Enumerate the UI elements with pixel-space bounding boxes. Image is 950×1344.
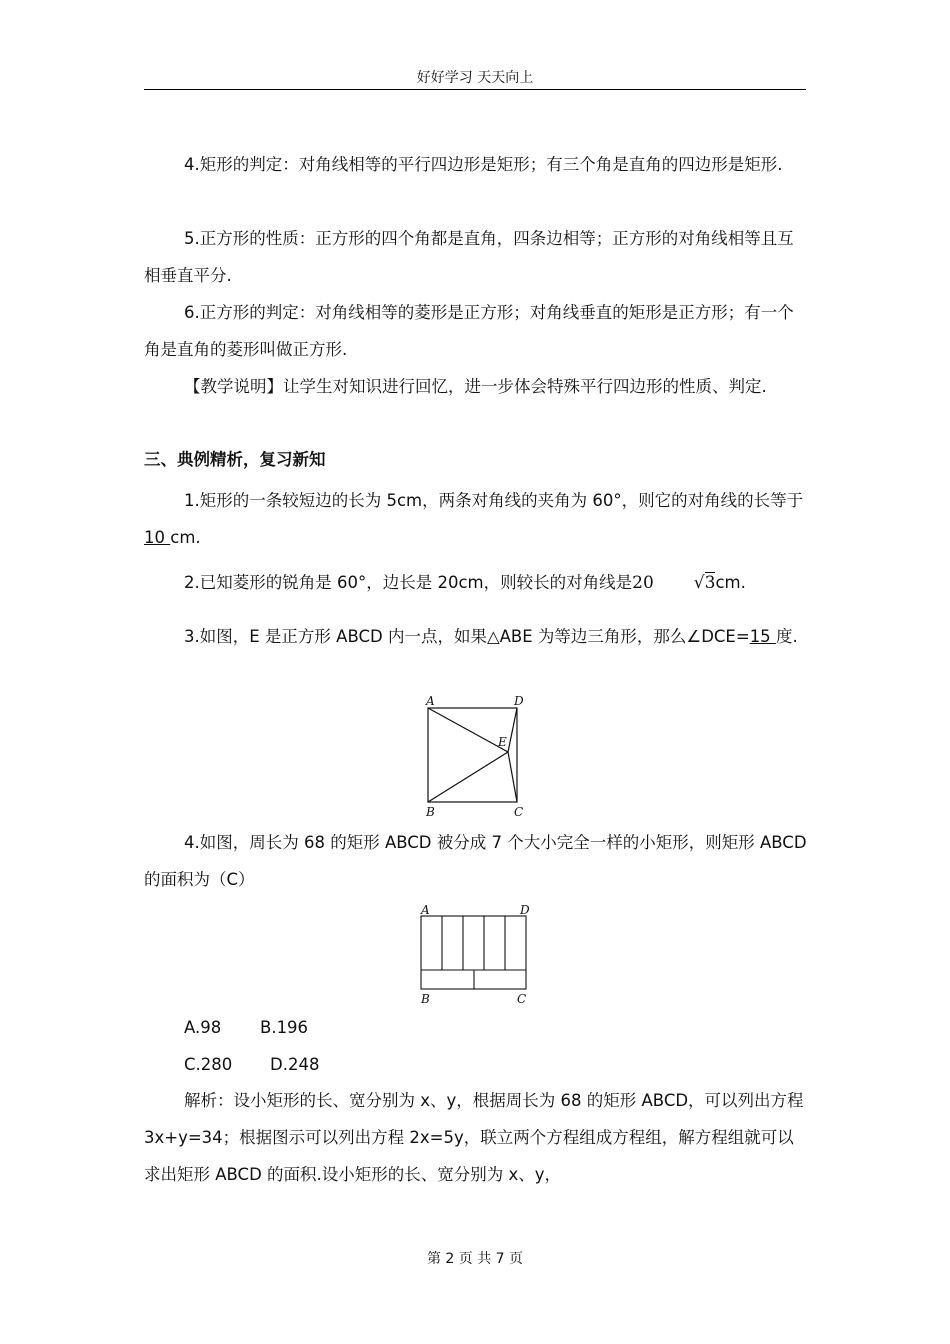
question-4: 4.如图，周长为 68 的矩形 ABCD 被分成 7 个大小完全一样的小矩形，则矩形 ABCD 的面积为（C） <box>144 833 807 889</box>
segment-de <box>508 708 517 752</box>
question-1-answer: 10 <box>144 528 171 547</box>
question-2-answer: 20 √3 <box>632 573 716 593</box>
label-e: E <box>498 735 507 749</box>
header-rule <box>144 89 806 90</box>
question-2-text: 2.已知菱形的锐角是 60°，边长是 20cm，则较长的对角线是 <box>184 573 633 592</box>
label-d: D <box>514 694 524 708</box>
label-c: C <box>517 992 527 1006</box>
label-a: A <box>421 903 430 917</box>
page-header: 好好学习 天天向上 <box>416 70 534 86</box>
segment-ce <box>508 752 517 802</box>
paragraph-teaching-note: 【教学说明】让学生对知识进行回忆，进一步体会特殊平行四边形的性质、判定. <box>184 377 767 396</box>
square-figure <box>420 694 532 820</box>
question-1-text: 1.矩形的一条较短边的长为 5cm，两条对角线的夹角为 60°，则它的对角线的长等于 <box>184 491 804 510</box>
question-3-text: 3.如图，E 是正方形 ABCD 内一点，如果△ABE 为等边三角形，那么∠DCE= <box>184 627 750 646</box>
question-3 <box>144 618 810 655</box>
question-1-unit: cm. <box>170 528 201 547</box>
choice-d: D.248 <box>270 1055 320 1074</box>
choice-a: A.98 <box>184 1018 222 1037</box>
page-footer: 第 2 页 共 7 页 <box>426 1251 524 1267</box>
question-2 <box>144 564 810 602</box>
label-b: B <box>421 992 430 1006</box>
label-d: D <box>520 903 530 917</box>
paragraph-square-criteria: 6.正方形的判定：对角线相等的菱形是正方形；对角线垂直的矩形是正方形；有一个角是直角的菱形叫做正方形. <box>144 303 794 359</box>
label-b: B <box>426 805 435 819</box>
label-c: C <box>514 805 524 819</box>
paragraph-rectangle-criteria: 4.矩形的判定：对角线相等的平行四边形是矩形；有三个角是直角的四边形是矩形. <box>184 155 783 174</box>
rectangle-figure <box>414 902 538 1008</box>
choice-c: C.280 <box>184 1055 233 1074</box>
section-heading: 三、典例精析，复习新知 <box>144 450 326 469</box>
label-a: A <box>426 694 435 708</box>
segment-ae <box>428 708 508 752</box>
paragraph-square-properties: 5.正方形的性质：正方形的四个角都是直角，四条边相等；正方形的对角线相等且互相垂直平分. <box>144 229 794 285</box>
question-3-unit: 度. <box>775 627 798 646</box>
choice-b: B.196 <box>260 1018 309 1037</box>
question-2-unit: cm. <box>715 573 746 592</box>
analysis-paragraph: 解析：设小矩形的长、宽分别为 x、y，根据周长为 68 的矩形 ABCD，可以列出方程 3x+y=34；根据图示可以列出方程 2x=5y，联立两个方程组成方程组，解方程组就可以求出矩形 ABCD 的面积.设小矩形的长、宽分别为 x、y， <box>144 1091 804 1184</box>
segment-be <box>428 752 508 802</box>
question-1 <box>144 482 810 556</box>
question-3-answer: 15 <box>749 627 776 646</box>
